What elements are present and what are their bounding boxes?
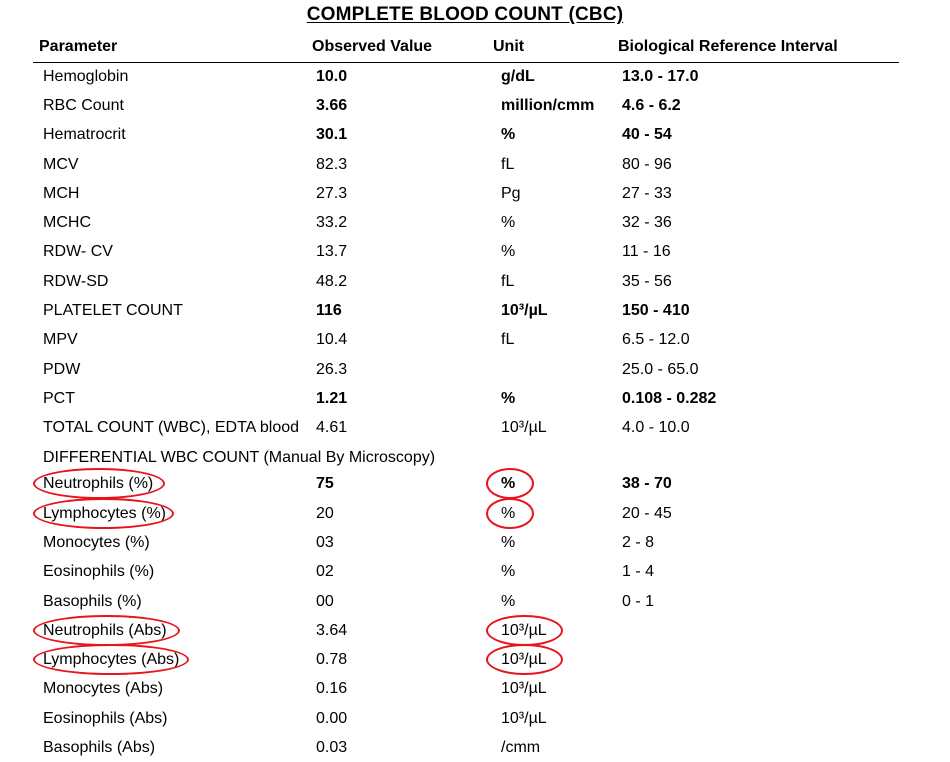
row-unit: % — [501, 563, 516, 580]
row-unit: fL — [501, 156, 515, 173]
row-reference: 11 - 16 — [622, 243, 671, 260]
row-value: 26.3 — [316, 361, 348, 378]
row-unit: 10³/µL — [501, 302, 548, 319]
row-parameter: MCV — [43, 156, 79, 173]
row-unit: 10³/µL — [501, 419, 547, 436]
row-parameter: Neutrophils (Abs) — [43, 622, 167, 639]
row-unit: % — [501, 593, 516, 610]
row-reference: 32 - 36 — [622, 214, 672, 231]
row-parameter: Monocytes (%) — [43, 534, 150, 551]
row-parameter: MCHC — [43, 214, 91, 231]
row-value: 13.7 — [316, 243, 348, 260]
row-reference: 25.0 - 65.0 — [622, 361, 699, 378]
row-reference: 150 - 410 — [622, 302, 690, 319]
row-reference: 20 - 45 — [622, 505, 672, 522]
row-parameter: Lymphocytes (Abs) — [43, 651, 180, 668]
header-divider — [33, 62, 899, 63]
row-value: 27.3 — [316, 185, 348, 202]
row-reference: 35 - 56 — [622, 273, 672, 290]
row-unit: Pg — [501, 185, 521, 202]
row-unit: g/dL — [501, 68, 535, 85]
row-unit: % — [501, 505, 516, 522]
row-unit: % — [501, 126, 516, 143]
row-unit: fL — [501, 331, 515, 348]
row-unit: % — [501, 475, 516, 492]
row-unit: % — [501, 390, 516, 407]
row-parameter: Neutrophils (%) — [43, 475, 154, 492]
header-observed-value: Observed Value — [312, 38, 433, 55]
row-parameter: Hemoglobin — [43, 68, 129, 85]
row-value: 10.4 — [316, 331, 348, 348]
row-unit: /cmm — [501, 739, 541, 756]
row-value: 33.2 — [316, 214, 348, 231]
row-unit: 10³/µL — [501, 622, 547, 639]
row-value: 75 — [316, 475, 334, 492]
row-unit: 10³/µL — [501, 680, 547, 697]
row-parameter: Eosinophils (Abs) — [43, 710, 168, 727]
row-parameter: Eosinophils (%) — [43, 563, 155, 580]
row-value: 3.64 — [316, 622, 348, 639]
row-reference: 4.6 - 6.2 — [622, 97, 681, 114]
row-value: 82.3 — [316, 156, 348, 173]
row-reference: 13.0 - 17.0 — [622, 68, 699, 85]
row-value: 20 — [316, 505, 334, 522]
row-value: 116 — [316, 302, 342, 319]
row-value: 02 — [316, 563, 334, 580]
row-value: 0.78 — [316, 651, 348, 668]
row-unit: % — [501, 214, 516, 231]
row-parameter: Basophils (%) — [43, 593, 142, 610]
row-reference: 6.5 - 12.0 — [622, 331, 690, 348]
row-unit: % — [501, 243, 516, 260]
row-parameter: PDW — [43, 361, 81, 378]
header-reference-interval: Biological Reference Interval — [618, 38, 838, 55]
row-parameter: RDW- CV — [43, 243, 113, 260]
row-value: 00 — [316, 593, 334, 610]
row-value: 0.03 — [316, 739, 348, 756]
row-unit: fL — [501, 273, 515, 290]
row-value: 48.2 — [316, 273, 348, 290]
header-parameter: Parameter — [39, 38, 118, 55]
row-reference: 0 - 1 — [622, 593, 655, 610]
row-parameter: Basophils (Abs) — [43, 739, 156, 756]
row-value: 0.00 — [316, 710, 348, 727]
row-parameter: RDW-SD — [43, 273, 109, 290]
row-value: 03 — [316, 534, 334, 551]
row-reference: 38 - 70 — [622, 475, 672, 492]
row-reference: 2 - 8 — [622, 534, 655, 551]
row-value: 30.1 — [316, 126, 348, 143]
row-value: 0.16 — [316, 680, 348, 697]
row-reference: 80 - 96 — [622, 156, 672, 173]
row-reference: 1 - 4 — [622, 563, 655, 580]
row-value: 1.21 — [316, 390, 348, 407]
row-parameter: PLATELET COUNT — [43, 302, 183, 319]
row-unit: 10³/µL — [501, 710, 547, 727]
row-parameter: Hematrocrit — [43, 126, 126, 143]
row-parameter: MCH — [43, 185, 80, 202]
row-parameter: TOTAL COUNT (WBC), EDTA blood — [43, 419, 300, 436]
row-reference: 0.108 - 0.282 — [622, 390, 717, 407]
row-parameter: Lymphocytes (%) — [43, 505, 166, 522]
row-reference: 40 - 54 — [622, 126, 672, 143]
row-unit: million/cmm — [501, 97, 595, 114]
row-value: 10.0 — [316, 68, 348, 85]
row-value: 3.66 — [316, 97, 348, 114]
row-parameter: DIFFERENTIAL WBC COUNT (Manual By Microscopy) — [43, 449, 436, 466]
row-value: 4.61 — [316, 419, 348, 436]
row-parameter: Monocytes (Abs) — [43, 680, 164, 697]
header-unit: Unit — [493, 38, 525, 55]
row-parameter: RBC Count — [43, 97, 124, 114]
row-parameter: MPV — [43, 331, 78, 348]
row-reference: 27 - 33 — [622, 185, 672, 202]
row-unit: % — [501, 534, 516, 551]
report-title: COMPLETE BLOOD COUNT (CBC) — [306, 4, 624, 25]
row-parameter: PCT — [43, 390, 75, 407]
row-unit: 10³/µL — [501, 651, 547, 668]
row-reference: 4.0 - 10.0 — [622, 419, 690, 436]
